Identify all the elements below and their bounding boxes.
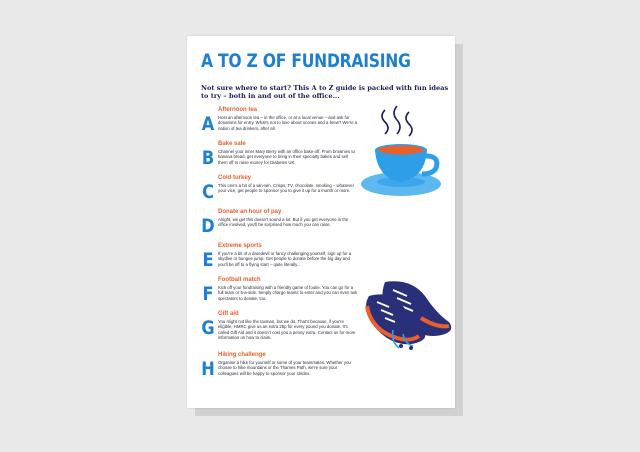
entry-letter: G [201, 317, 215, 339]
entry-e [197, 243, 357, 277]
entry-f [197, 277, 357, 311]
entry-title: Cold turkey [218, 175, 252, 181]
entry-body: You might not like the taxman, but we do. That's because, if you're eligible, HMRC give us an extra 25p for every pound you donate. It's called Gift Aid and it doesn't cost you a penny extra. Contact us for more information on how to claim. [218, 319, 356, 341]
entry-title: Gift aid [218, 311, 239, 317]
entry-letter: C [202, 181, 214, 203]
entry-body: Channel your inner Mary Berry with an office bake-off. From brownies to banana bread, get everyone to bring in their specialty bakes and sell them off to raise money for Diabetes UK. [218, 149, 355, 165]
entry-title: Donate an hour of pay [218, 209, 282, 215]
entry-title: Bake sale [218, 141, 246, 147]
entry-body: Organise a hike for yourself or some of your teammates. Whether you choose to hike mountains or the Thames Path, we're sure your colleagues will be happy to sponsor your strides. [218, 360, 351, 376]
page-title: A TO Z OF FUNDRAISING [201, 50, 411, 72]
entry-body: This one's a bit of a win-win. Crisps, TV, chocolate, smoking – whatever your vice, get people to sponsor you to give it up for a month or more. [218, 183, 354, 194]
fundraising-leaflet [187, 36, 455, 408]
entry-h [197, 352, 357, 386]
entry-body: Alright, we get this doesn't sound a lot. But if you get everyone in the office involved, you'll be surprised how much you can raise. [218, 217, 349, 228]
entry-body: If you're a bit of a daredevil or fancy challenging yourself, sign up for a skydive or bungee jump. Get people to donate before the big day and you'll be off to a flying start – quite literally... [218, 251, 352, 267]
entry-letter: A [201, 113, 215, 135]
entry-a [197, 107, 357, 141]
entry-letter: H [201, 358, 215, 380]
entry-d [197, 209, 357, 243]
entry-c [197, 175, 357, 209]
intro-text: Not sure where to start? This A to Z guide is packed with fun ideas to try – both in and out of the office... [201, 84, 449, 100]
entry-body: Kick off your fundraising with a friendly game of footie. You can go for a full team or 5-a-side. Simply charge teams to enter and you can even ask spectators to donate, too. [218, 285, 358, 301]
entry-letter: E [202, 249, 214, 271]
entry-title: Hiking challenge [218, 352, 266, 358]
entry-title: Football match [218, 277, 261, 283]
entry-b [197, 141, 357, 175]
entry-letter: D [201, 215, 215, 237]
entry-letter: B [201, 147, 215, 169]
entry-letter: F [202, 283, 214, 305]
entry-g [197, 311, 357, 352]
teacup-icon [355, 102, 451, 202]
entry-body: Host an afternoon tea – in the office, or at a local venue – and ask for donations for entry. What's not to love about scones and a brew? We're a nation of tea drinkers, after all. [218, 115, 358, 131]
entry-title: Extreme sports [218, 243, 262, 249]
entry-title: Afternoon tea [218, 107, 257, 113]
football-boots-icon [363, 276, 455, 372]
entries-list [197, 107, 357, 386]
